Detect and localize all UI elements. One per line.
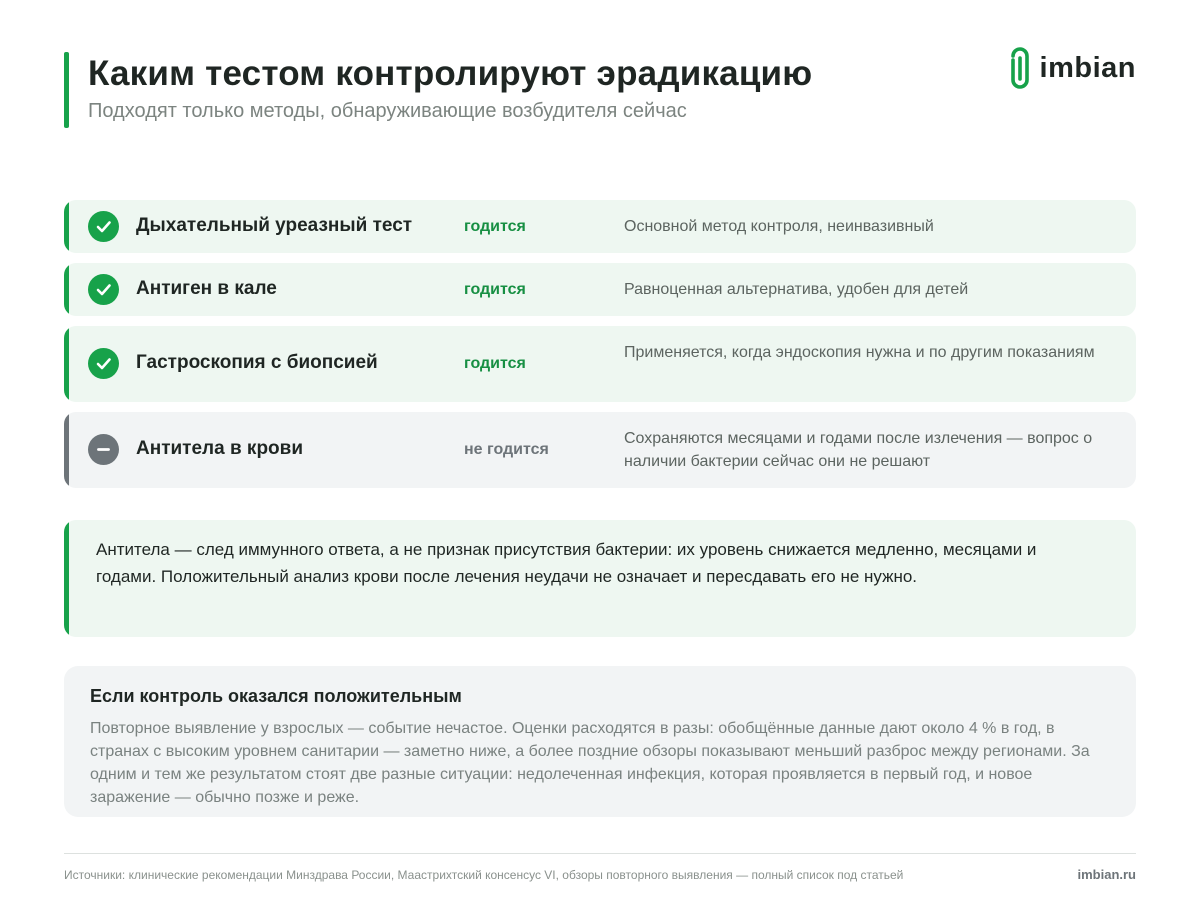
method-description: Сохраняются месяцами и годами после излечения — вопрос о наличии бактерии сейчас они не решают (624, 430, 1093, 470)
check-circle-icon (88, 348, 119, 379)
row-accent-bar (64, 412, 69, 488)
method-description: Основной метод контроля, неинвазивный (624, 218, 934, 235)
note-text: Антитела — след иммунного ответа, а не признак присутствия бактерии: их уровень снижается медленно, месяцами и годами. Положительный анализ крови после лечения неудачи не означает и пересдавать его не нужно. (96, 540, 1037, 586)
check-circle-icon (88, 274, 119, 305)
method-name: Гастроскопия с биопсией (136, 352, 378, 373)
footer-sources: Источники: клинические рекомендации Минздрава России, Маастрихтский консенсус VI, обзоры повторного выявления — полный список под статьей (64, 868, 904, 882)
check-circle-icon (88, 211, 119, 242)
page-header (64, 52, 1136, 128)
method-row-breath-test (64, 200, 1136, 253)
method-status: годится (464, 281, 526, 298)
info-text: Повторное выявление у взрослых — событие нечастое. Оценки расходятся в разы: обобщённые данные дают около 4 % в год, в странах с высоким уровнем санитарии — заметно ниже, а более поздние обзоры показывают меньший разброс между регионами. За одним и тем же результатом стоят две разные ситуации: недолеченная инфекция, которая проявляется в первый год, и новое заражение — обычно позже и реже. (90, 720, 1090, 806)
method-status: не годится (464, 441, 549, 458)
paperclip-logo-icon (1008, 46, 1032, 90)
method-status: годится (464, 355, 526, 372)
method-row-gastroscopy (64, 326, 1136, 402)
brand-logo[interactable] (1008, 46, 1136, 90)
method-status: годится (464, 218, 526, 235)
row-accent-bar (64, 200, 69, 253)
method-description: Применяется, когда эндоскопия нужна и по другим показаниям (624, 344, 1095, 361)
antibodies-note (64, 520, 1136, 637)
brand-name: imbian (1039, 51, 1136, 84)
positive-result-info (64, 666, 1136, 817)
method-row-blood-antibodies (64, 412, 1136, 488)
footer-site-link[interactable]: imbian.ru (1077, 867, 1136, 882)
row-accent-bar (64, 326, 69, 402)
row-accent-bar (64, 263, 69, 316)
method-name: Антитела в крови (136, 438, 304, 459)
method-row-stool-antigen (64, 263, 1136, 316)
minus-circle-icon (88, 434, 119, 465)
page-subtitle: Подходят только методы, обнаруживающие возбудителя сейчас (88, 100, 687, 122)
note-accent-bar (64, 520, 69, 637)
method-name: Дыхательный уреазный тест (136, 215, 413, 236)
info-title: Если контроль оказался положительным (90, 686, 462, 706)
header-accent-bar (64, 52, 69, 128)
method-description: Равноценная альтернатива, удобен для детей (624, 281, 969, 298)
page-title: Каким тестом контролируют эрадикацию (88, 54, 813, 93)
method-name: Антиген в кале (136, 278, 277, 299)
footer-divider (64, 853, 1136, 854)
